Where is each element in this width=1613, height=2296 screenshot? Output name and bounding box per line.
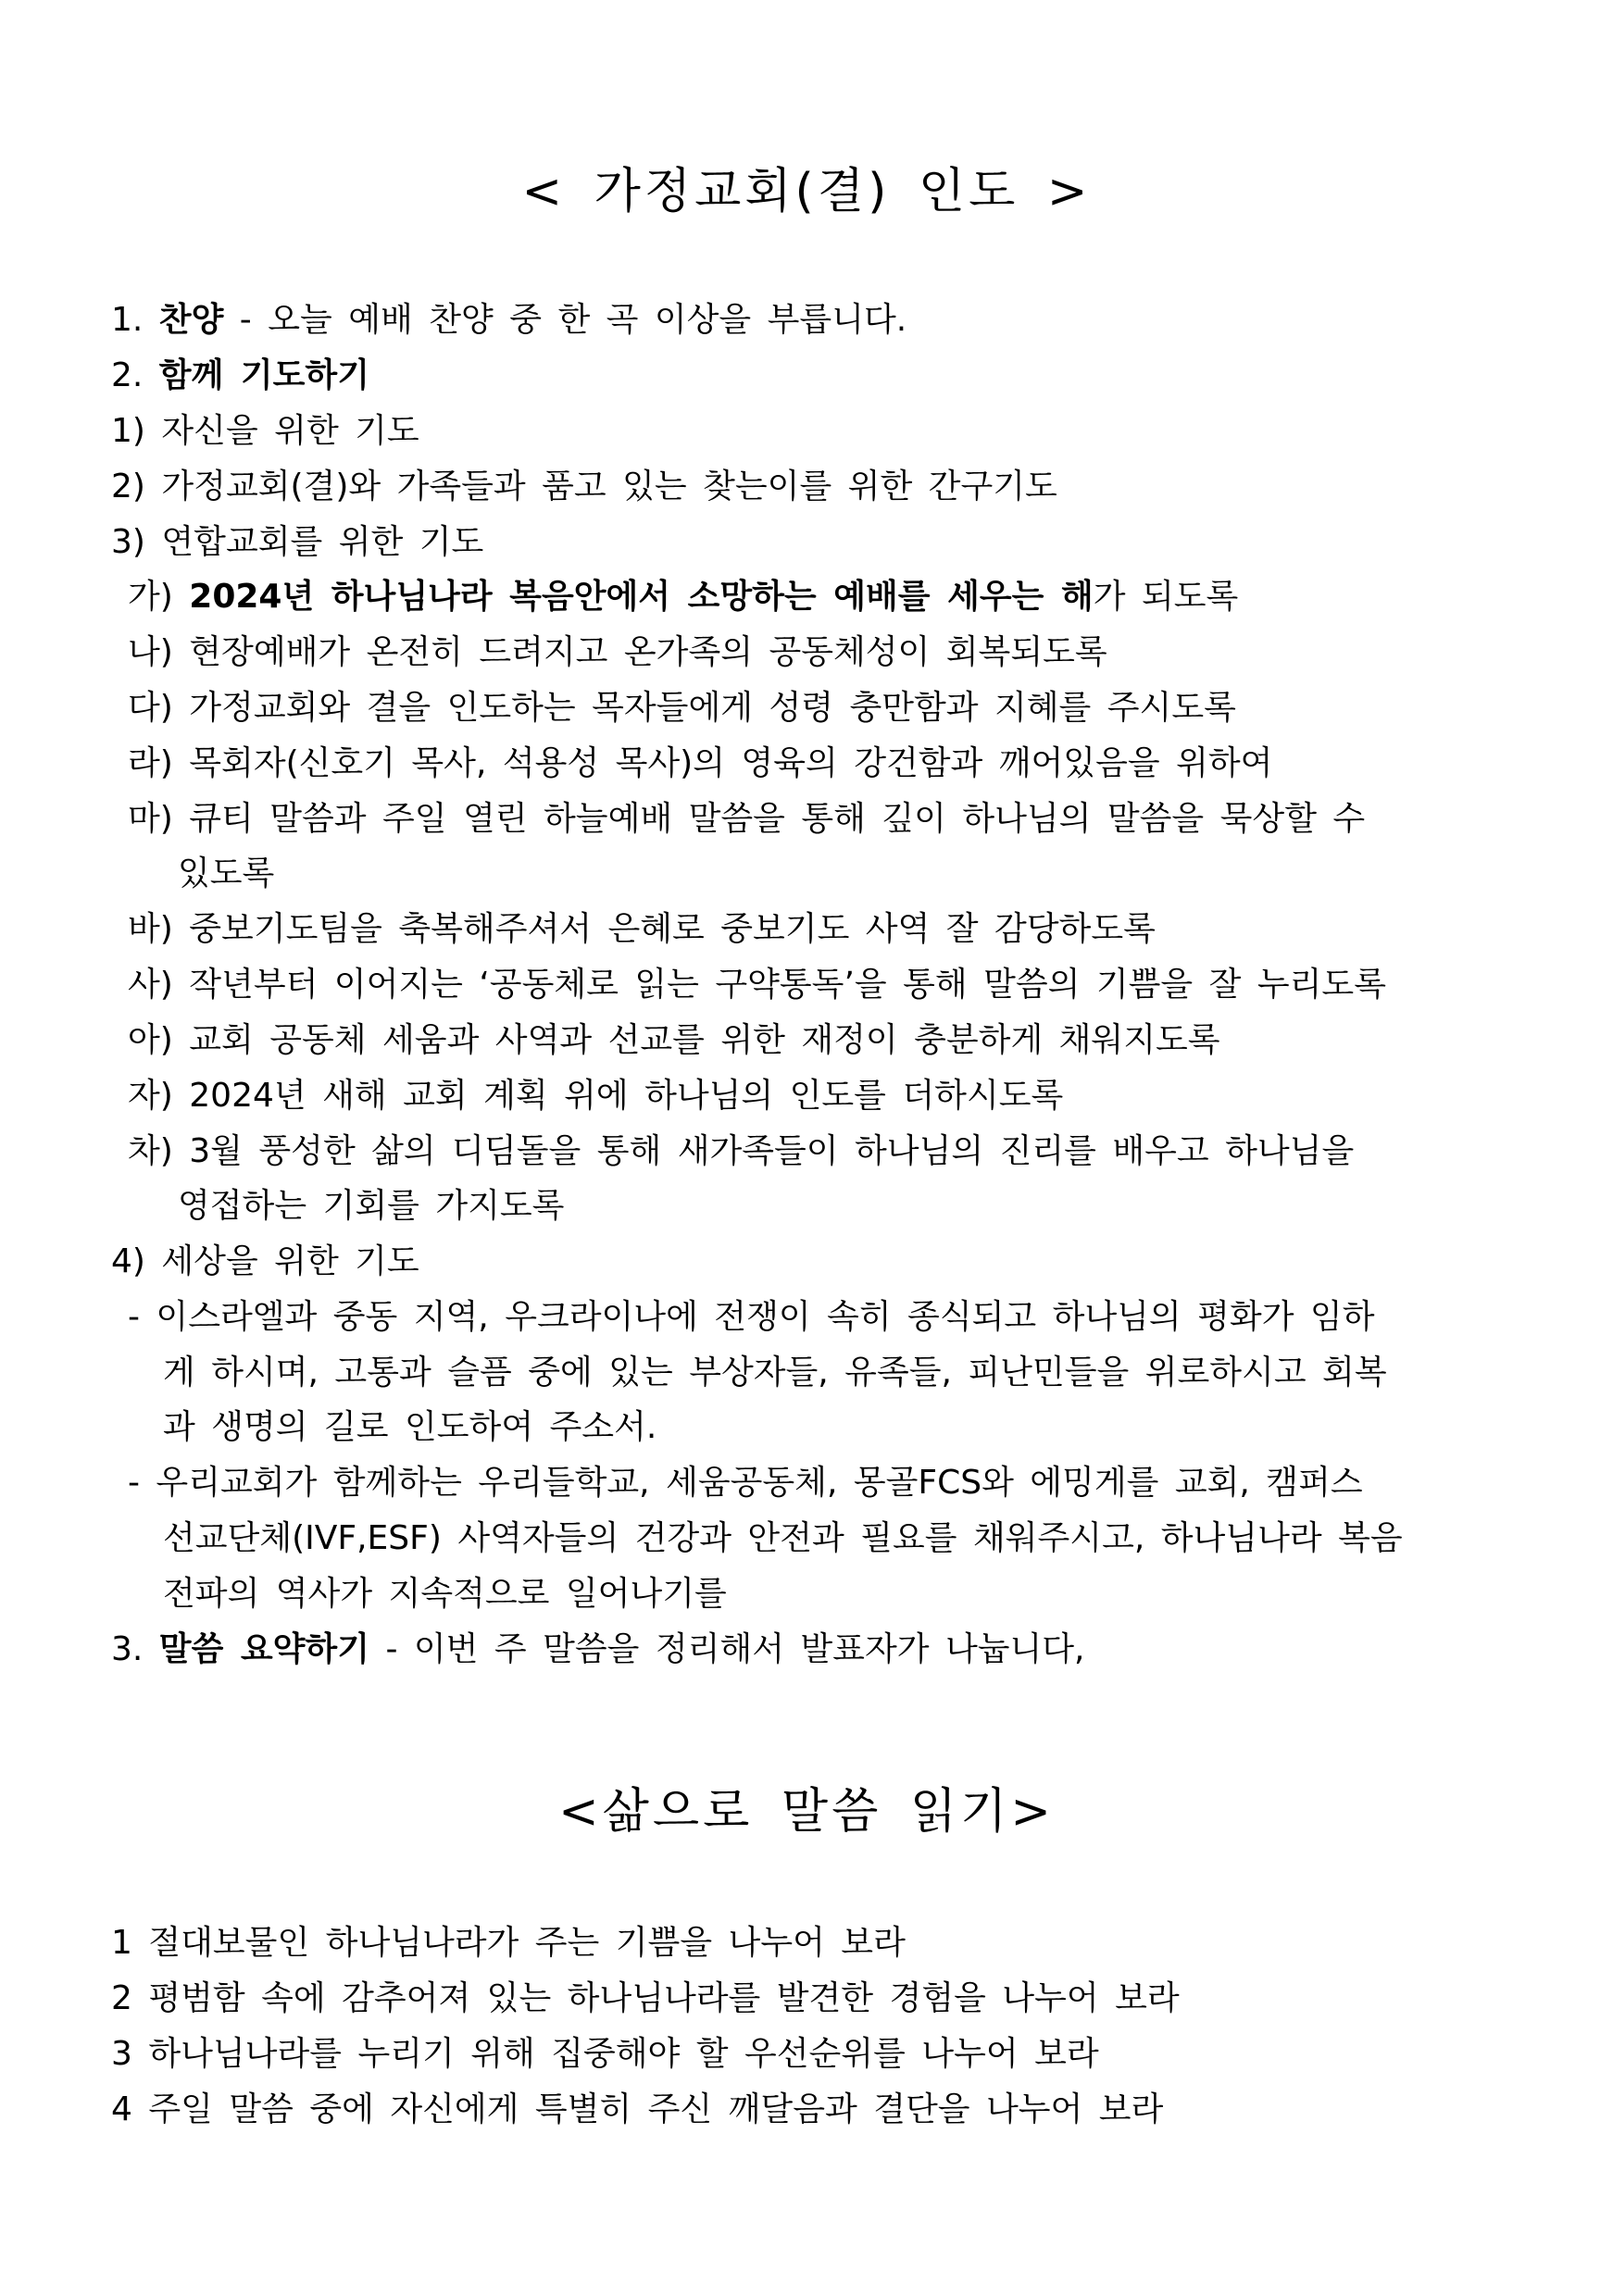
world-prayer-item-continued: 게 하시며, 고통과 슬픔 중에 있는 부상자들, 유족들, 피난민들을 위로하시고 회복 — [163, 1354, 1387, 1391]
step-heading: 찬양 — [158, 301, 224, 339]
prayer-world-heading: 4) 세상을 위한 기도 — [111, 1242, 419, 1280]
step-description: - 오늘 예배 찬양 중 한 곡 이상을 부릅니다. — [223, 301, 907, 339]
church-prayer-item: 사) 작년부터 이어지는 ‘공동체로 읽는 구약통독’을 통해 말씀의 기쁨을 잘 누리도록 — [128, 966, 1386, 1004]
prayer-family: 2) 가정교회(결)와 가족들과 품고 있는 찾는이를 위한 간구기도 — [111, 468, 1057, 505]
section-title-house-church: < 가정교회(결) 인도 > — [521, 164, 1092, 219]
church-prayer-item-continued: 영접하는 기회를 가지도록 — [178, 1187, 565, 1225]
step-number: 1. — [111, 301, 159, 339]
church-prayer-item: 라) 목회자(신호기 목사, 석용성 목사)의 영육의 강건함과 깨어있음을 위하여 — [128, 744, 1273, 782]
world-prayer-item-continued: 선교단체(IVF,ESF) 사역자들의 건강과 안전과 필요를 채워주시고, 하나님나라 복음 — [163, 1519, 1403, 1557]
question-item: 1 절대보물인 하나님나라가 주는 기쁨을 나누어 보라 — [111, 1924, 906, 1962]
church-prayer-item: 차) 3월 풍성한 삶의 디딤돌을 통해 새가족들이 하나님의 진리를 배우고 하나님을 — [128, 1132, 1355, 1170]
step-description: - 이번 주 말씀을 정리해서 발표자가 나눕니다, — [369, 1630, 1085, 1668]
church-prayer-item: 자) 2024년 새해 교회 계획 위에 하나님의 인도를 더하시도록 — [128, 1077, 1064, 1115]
prayer-self: 1) 자신을 위한 기도 — [111, 412, 419, 450]
world-prayer-item: - 이스라엘과 중동 지역, 우크라이나에 전쟁이 속히 종식되고 하나님의 평화가 임하 — [128, 1298, 1375, 1336]
church-prayer-item-continued: 있도록 — [178, 855, 275, 892]
question-item: 2 평범함 속에 감추어져 있는 하나님나라를 발견한 경험을 나누어 보라 — [111, 1979, 1180, 2017]
step-2-prayer — [111, 354, 369, 398]
church-prayer-item: 아) 교회 공동체 세움과 사역과 선교를 위한 재정이 충분하게 채워지도록 — [128, 1021, 1220, 1059]
step-heading: 함께 기도하기 — [158, 356, 369, 394]
step-heading: 말씀 요약하기 — [158, 1630, 369, 1668]
item-suffix: 가 되도록 — [1093, 578, 1239, 616]
church-prayer-item — [128, 575, 1238, 619]
church-prayer-item: 마) 큐티 말씀과 주일 열린 하늘예배 말씀을 통해 깊이 하나님의 말씀을 묵상할 수 — [128, 800, 1366, 838]
step-3-summary — [111, 1628, 1085, 1672]
church-prayer-item: 다) 가정교회와 결을 인도하는 목자들에게 성령 충만함과 지혜를 주시도록 — [128, 689, 1236, 727]
step-number: 2. — [111, 356, 159, 394]
item-emphasis: 2024년 하나님나라 복음안에서 소망하는 예배를 세우는 해 — [189, 578, 1094, 616]
step-number: 3. — [111, 1630, 159, 1668]
world-prayer-item-continued: 전파의 역사가 지속적으로 일어나기를 — [163, 1575, 727, 1613]
prayer-church-heading: 3) 연합교회를 위한 기도 — [111, 523, 484, 561]
church-prayer-item: 나) 현장예배가 온전히 드려지고 온가족의 공동체성이 회복되도록 — [128, 633, 1107, 671]
world-prayer-item: - 우리교회가 함께하는 우리들학교, 세움공동체, 몽골FCS와 에밍게를 교회, 캠퍼스 — [128, 1464, 1363, 1502]
question-item: 3 하나님나라를 누리기 위해 집중해야 할 우선순위를 나누어 보라 — [111, 2035, 1099, 2073]
church-prayer-item: 바) 중보기도팀을 축복해주셔서 은혜로 중보기도 사역 잘 감당하도록 — [128, 910, 1156, 948]
section-title-reading-with-life: <삶으로 말씀 읽기> — [558, 1784, 1055, 1840]
question-item: 4 주일 말씀 중에 자신에게 특별히 주신 깨달음과 결단을 나누어 보라 — [111, 2090, 1164, 2128]
step-1-praise — [111, 298, 907, 343]
item-prefix: 가) — [128, 578, 190, 616]
world-prayer-item-continued: 과 생명의 길로 인도하여 주소서. — [163, 1408, 657, 1446]
